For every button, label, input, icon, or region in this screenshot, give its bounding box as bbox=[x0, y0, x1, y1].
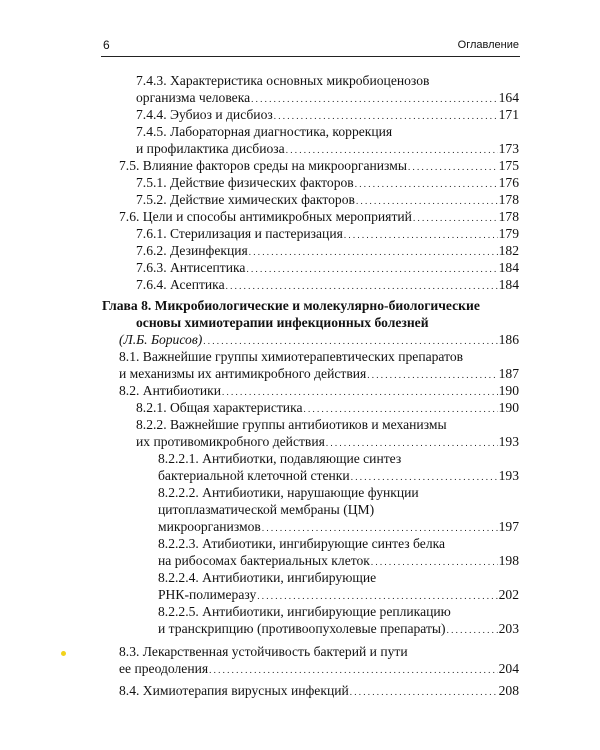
toc-entry-text: 8.2.2.1. Антибиотки, подавляющие синтез bbox=[158, 451, 402, 466]
toc-entry-text: 7.5.1. Действие физических факторов bbox=[136, 175, 354, 190]
toc-entry-8-2[interactable] bbox=[119, 382, 519, 399]
toc-entry-8-2-2-4[interactable] bbox=[158, 569, 519, 586]
toc-entry-text: 7.4.5. Лабораторная диагностика, коррекция bbox=[136, 124, 393, 139]
toc-entry-text: 7.5.2. Действие химических факторов bbox=[136, 192, 355, 207]
toc-entry-7-5-1[interactable] bbox=[136, 174, 519, 191]
toc-entry-text: организма человека bbox=[136, 90, 251, 105]
leader-dots bbox=[209, 660, 497, 679]
toc-entry-text: и транскрипцию (противоопухолевые препараты) bbox=[158, 621, 446, 636]
toc-entry-8-2-2-1[interactable] bbox=[158, 450, 519, 467]
toc-page-number: 198 bbox=[498, 553, 519, 568]
toc-page-number: 173 bbox=[498, 141, 519, 156]
toc-entry-text: бактериальной клеточной стенки bbox=[158, 468, 350, 483]
toc-entry-text: их противомикробного действия bbox=[136, 434, 325, 449]
toc-page-number: 164 bbox=[498, 90, 519, 105]
chapter-8-heading-cont[interactable] bbox=[136, 314, 519, 331]
toc-entry-8-1[interactable] bbox=[119, 348, 519, 365]
toc-entry-7-4-3-cont[interactable] bbox=[136, 89, 519, 106]
toc-page-number: 193 bbox=[498, 468, 519, 483]
toc-entry-text: 8.2.2.5. Антибиотики, ингибирующие репликацию bbox=[158, 604, 451, 619]
toc-page-number: 182 bbox=[498, 243, 519, 258]
toc-entry-8-2-2[interactable] bbox=[136, 416, 519, 433]
toc-entry-text: основы химиотерапии инфекционных болезней bbox=[136, 315, 429, 330]
toc-entry-8-3[interactable] bbox=[119, 643, 519, 660]
toc-page-number: 176 bbox=[498, 175, 519, 190]
toc-entry-text: микроорганизмов bbox=[158, 519, 261, 534]
toc-page-number: 184 bbox=[498, 277, 519, 292]
toc-entry-7-6[interactable] bbox=[119, 208, 519, 225]
toc-entry-8-1-cont[interactable] bbox=[119, 365, 519, 382]
toc-entry-7-6-1[interactable] bbox=[136, 225, 519, 242]
toc-page-number: 178 bbox=[498, 192, 519, 207]
toc-entry-7-6-2[interactable] bbox=[136, 242, 519, 259]
toc-entry-8-2-2-2-cont2[interactable] bbox=[158, 518, 519, 535]
toc-entry-8-2-1[interactable] bbox=[136, 399, 519, 416]
toc-page-number: 187 bbox=[498, 366, 519, 381]
toc-page-number: 179 bbox=[498, 226, 519, 241]
toc-page-number: 203 bbox=[498, 621, 519, 636]
toc-entry-text: 8.4. Химиотерапия вирусных инфекций bbox=[119, 683, 349, 698]
toc-entry-7-6-3[interactable] bbox=[136, 259, 519, 276]
toc-entry-7-5-2[interactable] bbox=[136, 191, 519, 208]
toc-page-number: 190 bbox=[498, 400, 519, 415]
toc-page-number: 175 bbox=[498, 158, 519, 173]
toc-entry-8-2-2-1-cont[interactable] bbox=[158, 467, 519, 484]
toc-page-number: 208 bbox=[498, 683, 519, 698]
toc-entry-8-2-2-5[interactable] bbox=[158, 603, 519, 620]
toc-entry-8-2-2-3-cont[interactable] bbox=[158, 552, 519, 569]
toc-entry-text: 7.6.4. Асептика bbox=[136, 277, 225, 292]
toc-entry-8-2-2-5-cont[interactable] bbox=[158, 620, 519, 637]
toc-entry-text: 8.2.2.2. Антибиотики, нарушающие функции bbox=[158, 485, 419, 500]
toc-entry-text: и профилактика дисбиоза bbox=[136, 141, 285, 156]
toc-entry-text: 7.4.3. Характеристика основных микробиоценозов bbox=[136, 73, 430, 88]
toc-entry-8-2-2-4-cont[interactable] bbox=[158, 586, 519, 603]
toc-entry-8-4[interactable] bbox=[119, 682, 519, 699]
toc-entry-8-2-2-2[interactable] bbox=[158, 484, 519, 501]
toc-entry-text: 8.2. Антибиотики bbox=[119, 383, 221, 398]
chapter-8-author[interactable] bbox=[119, 331, 519, 348]
toc-entry-text: 8.2.2.4. Антибиотики, ингибирующие bbox=[158, 570, 377, 585]
toc-entry-8-2-2-3[interactable] bbox=[158, 535, 519, 552]
toc-entry-text: на рибосомах бактериальных клеток bbox=[158, 553, 370, 568]
toc-page-number: 204 bbox=[498, 661, 519, 676]
leader-dots bbox=[447, 620, 498, 639]
leader-dots bbox=[350, 682, 498, 701]
toc-entry-text: 7.6.3. Антисептика bbox=[136, 260, 246, 275]
toc-entry-8-2-2-2-cont1[interactable] bbox=[158, 501, 519, 518]
toc-entry-text: 7.6. Цели и способы антимикробных мероприятий bbox=[119, 209, 412, 224]
toc-entry-text: цитоплазматической мембраны (ЦМ) bbox=[158, 502, 375, 517]
toc-entry-text: 7.5. Влияние факторов среды на микроорганизмы bbox=[119, 158, 407, 173]
toc-entry-text: РНК-полимеразу bbox=[158, 587, 257, 602]
toc-entry-text: 7.4.4. Эубиоз и дисбиоз bbox=[136, 107, 273, 122]
toc-entry-text: 7.6.2. Дезинфекция bbox=[136, 243, 248, 258]
toc-entry-text: 7.6.1. Стерилизация и пастеризация bbox=[136, 226, 343, 241]
toc-page-number: 171 bbox=[498, 107, 519, 122]
toc-entry-7-4-5-cont[interactable] bbox=[136, 140, 519, 157]
toc-page-number: 190 bbox=[498, 383, 519, 398]
toc-entry-text: 8.1. Важнейшие группы химиотерапевтических препаратов bbox=[119, 349, 464, 364]
running-header-title: Оглавление bbox=[457, 39, 519, 51]
toc-entry-text: Глава 8. Микробиологические и молекулярно-биологические bbox=[102, 298, 480, 313]
toc-entry-8-3-cont[interactable] bbox=[119, 660, 519, 677]
toc-entry-text: 8.2.1. Общая характеристика bbox=[136, 400, 303, 415]
header-rule bbox=[101, 56, 520, 57]
toc-entry-text: (Л.Б. Борисов) bbox=[119, 332, 203, 347]
highlight-dot bbox=[61, 651, 66, 656]
toc-entry-text: 8.2.2. Важнейшие группы антибиотиков и механизмы bbox=[136, 417, 447, 432]
toc-page-number: 197 bbox=[498, 519, 519, 534]
toc-entry-7-4-3[interactable] bbox=[136, 72, 519, 89]
toc-entry-text: 8.2.2.3. Атибиотики, ингибирующие синтез белка bbox=[158, 536, 446, 551]
leader-dots bbox=[226, 276, 498, 295]
toc-entry-text: 8.3. Лекарственная устойчивость бактерий и пути bbox=[119, 644, 408, 659]
toc-entry-7-5[interactable] bbox=[119, 157, 519, 174]
toc-page-number: 184 bbox=[498, 260, 519, 275]
toc-entry-text: ее преодоления bbox=[119, 661, 209, 676]
toc-page-number: 178 bbox=[498, 209, 519, 224]
toc-page-number: 186 bbox=[498, 332, 519, 347]
toc-page-number: 202 bbox=[498, 587, 519, 602]
toc-entry-text: и механизмы их антимикробного действия bbox=[119, 366, 367, 381]
page-number: 6 bbox=[103, 38, 110, 52]
chapter-8-heading[interactable] bbox=[102, 297, 519, 314]
toc-entry-7-4-5[interactable] bbox=[136, 123, 519, 140]
toc-entry-7-4-4[interactable] bbox=[136, 106, 519, 123]
toc-page-number: 193 bbox=[498, 434, 519, 449]
toc-entry-7-6-4[interactable] bbox=[136, 276, 519, 293]
toc-entry-8-2-2-cont[interactable] bbox=[136, 433, 519, 450]
